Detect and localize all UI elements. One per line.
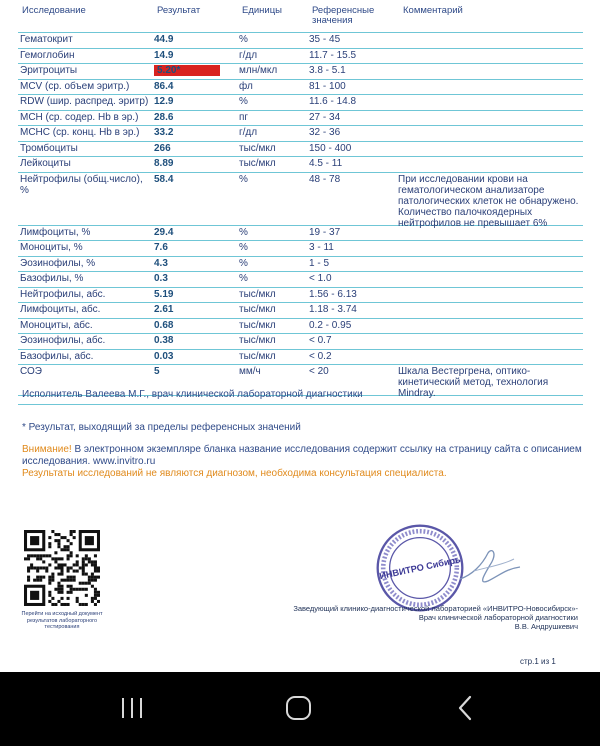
row-unit: тыс/мкл [239,304,276,315]
row-value: 7.6 [154,242,168,253]
row-unit: тыс/мкл [239,142,276,154]
row-name: Лимфоциты, % [20,226,91,238]
page-number: стр.1 из 1 [520,657,556,666]
row-value: 5.20* [154,65,220,76]
table-row [18,350,583,366]
row-unit: тыс/мкл [239,288,276,300]
table-row [18,157,583,173]
header-ref-1: Референсные [312,5,375,16]
table-row [18,49,583,65]
row-name: Эозинофилы, абс. [20,335,106,346]
row-name: Моноциты, абс. [20,319,93,331]
row-ref: 19 - 37 [309,226,341,238]
row-name: Базофилы, % [20,273,84,284]
executor: Исполнитель Валеева М.Г., врач клинической лабораторной диагностики [22,389,363,400]
row-name: Лейкоциты [20,158,71,169]
row-value: 29.4 [154,226,174,238]
results-table [18,32,583,399]
row-name: Нейтрофилы (общ.число), [20,173,143,185]
table-row [18,334,583,350]
row-value: 0.3 [154,273,168,284]
warning-label: Внимание! [22,444,72,455]
row-unit: г/дл [239,127,258,138]
row-unit: г/дл [239,49,258,61]
row-value: 14.9 [154,49,174,61]
row-ref: 1.56 - 6.13 [309,288,357,300]
table-row [18,95,583,111]
row-value: 44.9 [154,34,174,45]
row-value: 5.19 [154,288,174,300]
row-value: 58.4 [154,173,174,185]
header-comment: Комментарий [403,5,463,16]
row-ref: 150 - 400 [309,142,352,154]
table-header [20,6,585,32]
row-ref: 1.18 - 3.74 [309,304,357,315]
header-result: Результат [157,5,201,16]
signer-line-2: Врач клинической лабораторной диагностики [418,613,578,622]
warning-link[interactable]: www.invitro.ru [93,456,156,467]
row-ref: < 0.7 [309,335,332,346]
qr-caption: Перейти на исходный документ результатов лабораторного тестирования [21,611,103,630]
table-row [18,173,583,229]
row-name: RDW (шир. распред. эритр) [20,96,149,107]
row-value: 8.89 [154,158,174,169]
row-comment: Шкала Вестергрена, оптико-кинетический метод, технология Mindray. [398,366,549,399]
row-name: MCH (ср. содер. Hb в эр.) [20,111,139,123]
row-ref: 35 - 45 [309,34,341,45]
table-row [18,80,583,96]
signer-line-3: В.В. Андрушкевич [514,622,578,631]
row-name: MCHC (ср. конц. Hb в эр.) [20,127,140,138]
row-name: Эозинофилы, % [20,257,96,269]
back-icon[interactable] [455,694,477,722]
row-ref: 48 - 78 [309,173,341,185]
table-row [18,272,583,288]
signer-line-1: Заведующий клинико-диагностической лабораторией «ИНВИТРО-Новосибирск»- [293,604,578,613]
row-value: 4.3 [154,257,168,269]
table-row [18,142,583,158]
row-name: MCV (ср. объем эритр.) [20,80,130,92]
row-unit: % [239,96,248,107]
row-unit: % [239,173,248,185]
row-name: Эритроциты [20,65,78,76]
row-unit: % [239,257,248,269]
row-ref: 4.5 - 11 [309,158,343,169]
table-row [18,226,583,242]
table-row [18,111,583,127]
header-ref-2: значения [312,15,353,26]
row-unit: тыс/мкл [239,335,276,346]
row-name: Тромбоциты [20,142,78,154]
row-ref: 81 - 100 [309,80,346,92]
table-row [18,303,583,319]
footnote: * Результат, выходящий за пределы референсных значений [22,422,301,433]
warning-block [22,444,582,480]
row-value: 33.2 [154,127,174,138]
table-row [18,126,583,142]
android-nav-bar [0,672,600,746]
table-row [18,64,583,80]
row-unit: фл [239,80,253,92]
warning-text: В электронном экземпляре бланка название исследования содержит ссылку на страницу сайта с описанием исследования. [22,444,582,467]
row-comment: При исследовании крови на гематологическом анализаторе патологических клеток не обнаружено. Количество палочкоядерных нейтрофилов не превышает 6% [398,173,579,229]
row-name-cont: % [20,184,29,196]
row-ref: 3 - 11 [309,242,334,253]
table-row [18,319,583,335]
row-unit: млн/мкл [239,65,278,76]
row-unit: мм/ч [239,366,261,377]
row-value: 2.61 [154,304,174,315]
row-name: Моноциты, % [20,242,83,253]
row-value: 12.9 [154,96,174,107]
row-value: 266 [154,142,171,154]
row-ref: 1 - 5 [309,257,330,269]
row-name: СОЭ [20,366,42,377]
header-units: Единицы [242,5,283,16]
row-name: Гематокрит [20,34,73,45]
row-unit: % [239,242,248,253]
recent-apps-icon[interactable] [118,694,146,722]
signer-block [260,604,578,631]
row-unit: тыс/мкл [239,350,276,362]
row-name: Базофилы, абс. [20,350,94,362]
row-unit: % [239,273,248,284]
row-name: Лимфоциты, абс. [20,304,101,315]
row-ref: 27 - 34 [309,111,341,123]
row-value: 0.68 [154,319,174,331]
row-ref: < 1.0 [309,273,332,284]
disclaimer: Результаты исследований не являются диагнозом, необходима консультация специалиста. [22,468,447,479]
row-name: Гемоглобин [20,49,75,61]
row-ref: < 20 [309,366,329,377]
lab-stamp [374,522,466,614]
divider [18,404,583,405]
row-unit: пг [239,111,249,123]
home-icon[interactable] [284,694,314,722]
row-unit: тыс/мкл [239,319,276,331]
table-row [18,33,583,49]
row-ref: 3.8 - 5.1 [309,65,346,76]
row-ref: < 0.2 [309,350,332,362]
table-row [18,241,583,257]
row-value: 28.6 [154,111,174,123]
row-ref: 11.6 - 14.8 [309,96,357,107]
header-test: Исследование [22,5,86,16]
row-unit: % [239,226,248,238]
row-value: 86.4 [154,80,174,92]
stamp-text: ИНВИТРО Сибирь [378,554,462,582]
row-value: 0.03 [154,350,174,362]
row-ref: 0.2 - 0.95 [309,319,352,331]
qr-code[interactable] [24,530,100,606]
row-ref: 11.7 - 15.5 [309,49,357,61]
row-unit: тыс/мкл [239,158,276,169]
signature [454,545,526,589]
table-row [18,257,583,273]
row-ref: 32 - 36 [309,127,341,138]
row-unit: % [239,34,248,45]
row-name: Нейтрофилы, абс. [20,288,106,300]
row-value: 0.38 [154,335,174,346]
row-value: 5 [154,366,160,377]
table-row [18,288,583,304]
